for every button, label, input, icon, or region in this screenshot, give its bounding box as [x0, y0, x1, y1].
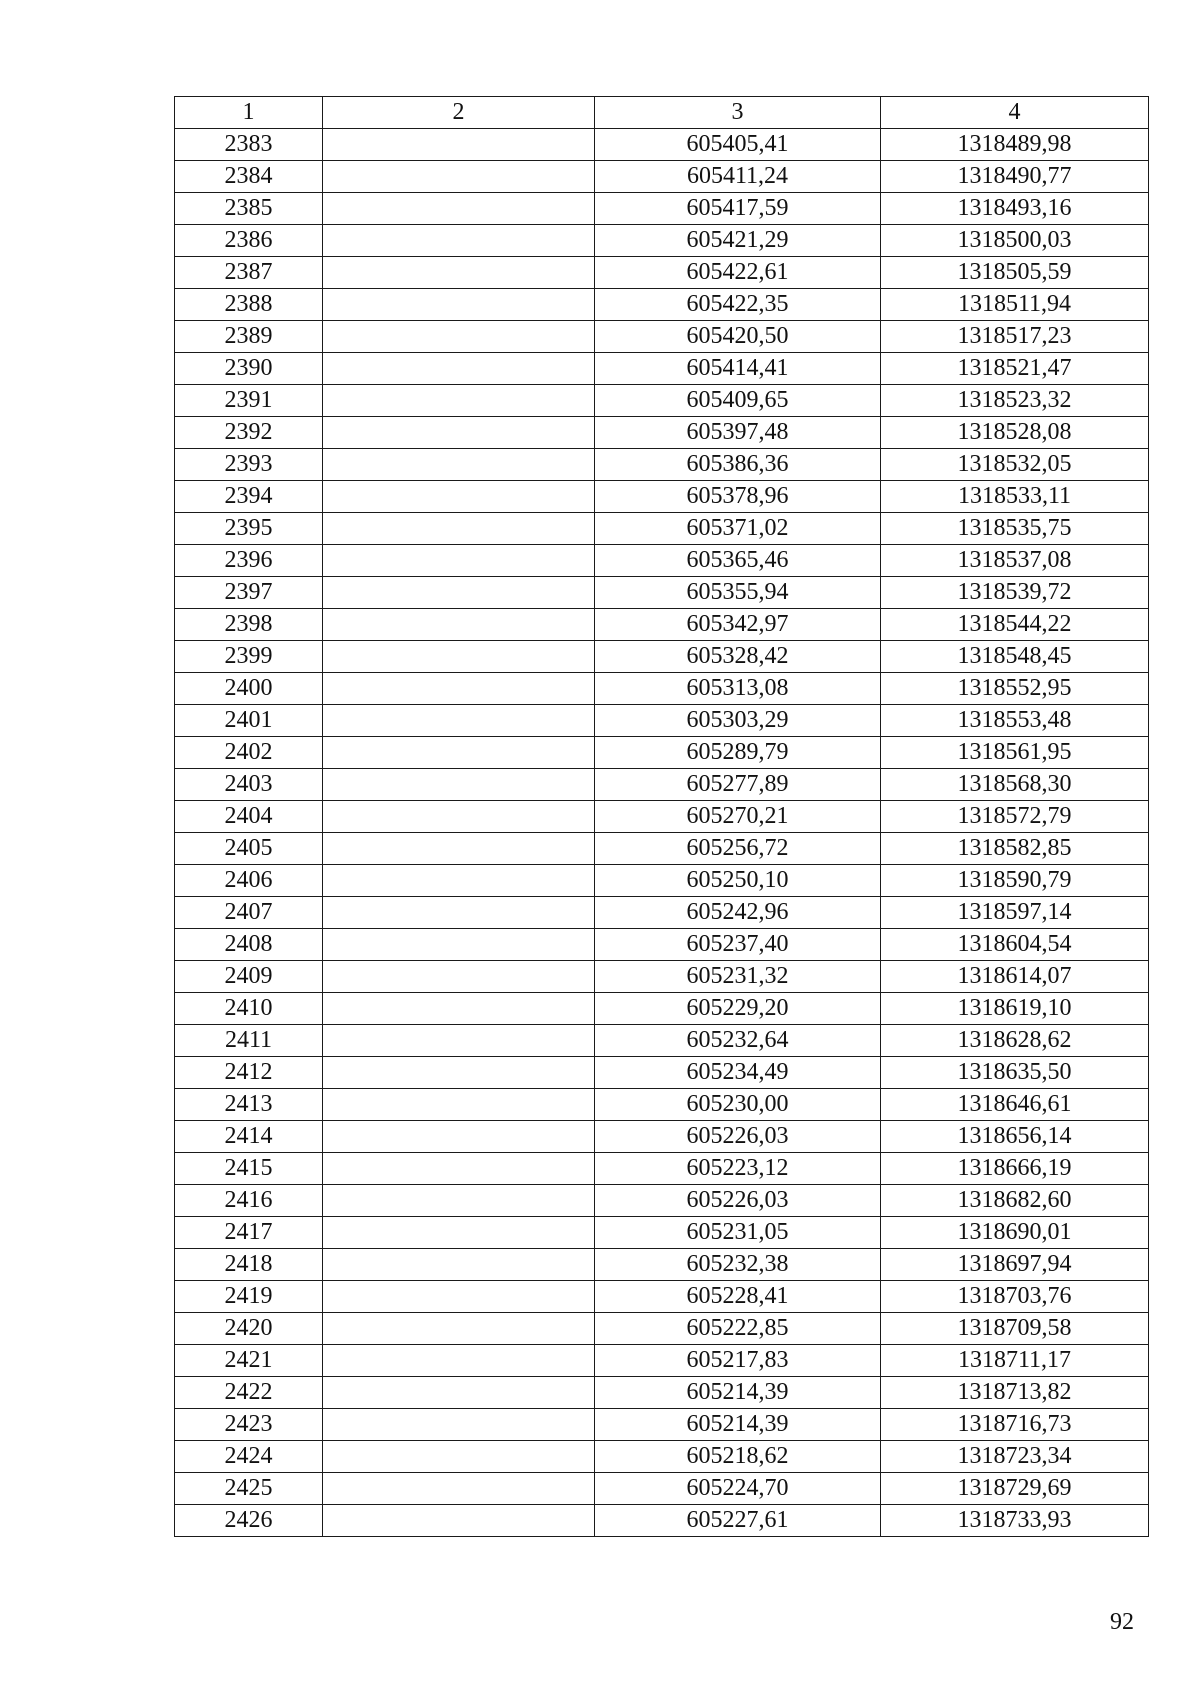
table-row — [175, 1057, 1149, 1089]
table-cell-col2 — [323, 577, 595, 609]
table-cell-col1: 2394 — [175, 481, 323, 513]
table-cell-col1: 2419 — [175, 1281, 323, 1313]
table-row — [175, 417, 1149, 449]
table-cell-col4: 1318733,93 — [881, 1505, 1149, 1537]
page-number: 92 — [1110, 1609, 1134, 1635]
table-cell-col3: 605232,38 — [595, 1249, 881, 1281]
table-cell-col4: 1318713,82 — [881, 1377, 1149, 1409]
table-cell-col3: 605242,96 — [595, 897, 881, 929]
table-cell-col4: 1318548,45 — [881, 641, 1149, 673]
header-row — [175, 97, 1149, 129]
table-cell-col4: 1318703,76 — [881, 1281, 1149, 1313]
table-row — [175, 1185, 1149, 1217]
table-row — [175, 1505, 1149, 1537]
table-cell-col4: 1318635,50 — [881, 1057, 1149, 1089]
table-cell-col3: 605227,61 — [595, 1505, 881, 1537]
table-cell-col4: 1318568,30 — [881, 769, 1149, 801]
table-cell-col1: 2402 — [175, 737, 323, 769]
table-row — [175, 545, 1149, 577]
table-cell-col2 — [323, 289, 595, 321]
table-cell-col3: 605355,94 — [595, 577, 881, 609]
table-row — [175, 1345, 1149, 1377]
table-cell-col4: 1318716,73 — [881, 1409, 1149, 1441]
table-cell-col4: 1318711,17 — [881, 1345, 1149, 1377]
table-cell-col2 — [323, 1185, 595, 1217]
table-cell-col1: 2396 — [175, 545, 323, 577]
table-cell-col2 — [323, 865, 595, 897]
coordinates-table — [174, 96, 1149, 1537]
table-cell-col3: 605289,79 — [595, 737, 881, 769]
table-cell-col2 — [323, 1121, 595, 1153]
table-row — [175, 737, 1149, 769]
table-cell-col4: 1318544,22 — [881, 609, 1149, 641]
table-cell-col2 — [323, 1281, 595, 1313]
table-cell-col4: 1318505,59 — [881, 257, 1149, 289]
table-cell-col3: 605405,41 — [595, 129, 881, 161]
table-cell-col3: 605218,62 — [595, 1441, 881, 1473]
table-cell-col4: 1318537,08 — [881, 545, 1149, 577]
table-cell-col1: 2392 — [175, 417, 323, 449]
table-cell-col2 — [323, 737, 595, 769]
table-cell-col2 — [323, 1409, 595, 1441]
table-row — [175, 321, 1149, 353]
table-cell-col3: 605397,48 — [595, 417, 881, 449]
table-cell-col1: 2407 — [175, 897, 323, 929]
table-cell-col3: 605342,97 — [595, 609, 881, 641]
table-cell-col3: 605313,08 — [595, 673, 881, 705]
table-cell-col1: 2426 — [175, 1505, 323, 1537]
table-cell-col4: 1318614,07 — [881, 961, 1149, 993]
table-cell-col1: 2416 — [175, 1185, 323, 1217]
table-body — [175, 129, 1149, 1537]
table-row — [175, 353, 1149, 385]
table-cell-col3: 605226,03 — [595, 1185, 881, 1217]
table-cell-col3: 605411,24 — [595, 161, 881, 193]
table-cell-col3: 605303,29 — [595, 705, 881, 737]
table-cell-col3: 605371,02 — [595, 513, 881, 545]
table-cell-col2 — [323, 129, 595, 161]
table-cell-col1: 2420 — [175, 1313, 323, 1345]
table-row — [175, 1153, 1149, 1185]
header-cell-1: 1 — [175, 97, 323, 129]
table-row — [175, 225, 1149, 257]
table-cell-col3: 605222,85 — [595, 1313, 881, 1345]
table-cell-col2 — [323, 769, 595, 801]
table-cell-col4: 1318533,11 — [881, 481, 1149, 513]
table-cell-col4: 1318690,01 — [881, 1217, 1149, 1249]
table-cell-col2 — [323, 833, 595, 865]
table-cell-col2 — [323, 1473, 595, 1505]
header-cell-4: 4 — [881, 97, 1149, 129]
table-cell-col2 — [323, 1441, 595, 1473]
table-cell-col1: 2425 — [175, 1473, 323, 1505]
table-cell-col3: 605229,20 — [595, 993, 881, 1025]
table-cell-col2 — [323, 1377, 595, 1409]
table-cell-col2 — [323, 1025, 595, 1057]
table-cell-col1: 2404 — [175, 801, 323, 833]
table-cell-col4: 1318646,61 — [881, 1089, 1149, 1121]
table-cell-col2 — [323, 257, 595, 289]
table-cell-col4: 1318572,79 — [881, 801, 1149, 833]
table-cell-col4: 1318490,77 — [881, 161, 1149, 193]
table-row — [175, 609, 1149, 641]
table-row — [175, 1313, 1149, 1345]
table-cell-col1: 2390 — [175, 353, 323, 385]
table-cell-col4: 1318489,98 — [881, 129, 1149, 161]
table-cell-col2 — [323, 161, 595, 193]
table-cell-col3: 605224,70 — [595, 1473, 881, 1505]
table-cell-col2 — [323, 417, 595, 449]
table-cell-col4: 1318628,62 — [881, 1025, 1149, 1057]
table-cell-col3: 605231,05 — [595, 1217, 881, 1249]
table-row — [175, 577, 1149, 609]
table-cell-col2 — [323, 1505, 595, 1537]
table-cell-col2 — [323, 993, 595, 1025]
table-cell-col3: 605409,65 — [595, 385, 881, 417]
table-cell-col4: 1318511,94 — [881, 289, 1149, 321]
table-cell-col2 — [323, 1313, 595, 1345]
table-cell-col3: 605270,21 — [595, 801, 881, 833]
table-cell-col3: 605365,46 — [595, 545, 881, 577]
table-cell-col4: 1318666,19 — [881, 1153, 1149, 1185]
table-cell-col1: 2423 — [175, 1409, 323, 1441]
table-cell-col3: 605214,39 — [595, 1377, 881, 1409]
table-cell-col4: 1318697,94 — [881, 1249, 1149, 1281]
table-cell-col4: 1318523,32 — [881, 385, 1149, 417]
table-cell-col2 — [323, 353, 595, 385]
table-cell-col1: 2393 — [175, 449, 323, 481]
table-cell-col2 — [323, 609, 595, 641]
header-cell-3: 3 — [595, 97, 881, 129]
table-cell-col3: 605414,41 — [595, 353, 881, 385]
table-cell-col2 — [323, 705, 595, 737]
table-row — [175, 769, 1149, 801]
table-cell-col1: 2409 — [175, 961, 323, 993]
table-cell-col4: 1318709,58 — [881, 1313, 1149, 1345]
table-cell-col2 — [323, 801, 595, 833]
table-cell-col1: 2424 — [175, 1441, 323, 1473]
table-cell-col1: 2418 — [175, 1249, 323, 1281]
table-cell-col4: 1318682,60 — [881, 1185, 1149, 1217]
table-cell-col3: 605328,42 — [595, 641, 881, 673]
table-row — [175, 641, 1149, 673]
table-cell-col1: 2386 — [175, 225, 323, 257]
table-cell-col2 — [323, 1345, 595, 1377]
table-row — [175, 385, 1149, 417]
table-row — [175, 193, 1149, 225]
table-row — [175, 513, 1149, 545]
table-header — [175, 97, 1149, 129]
table-cell-col4: 1318552,95 — [881, 673, 1149, 705]
table-cell-col2 — [323, 673, 595, 705]
table-cell-col3: 605237,40 — [595, 929, 881, 961]
table-cell-col1: 2410 — [175, 993, 323, 1025]
table-row — [175, 1281, 1149, 1313]
table-cell-col4: 1318493,16 — [881, 193, 1149, 225]
table-cell-col2 — [323, 545, 595, 577]
table-cell-col1: 2406 — [175, 865, 323, 897]
table-cell-col4: 1318656,14 — [881, 1121, 1149, 1153]
table-cell-col4: 1318521,47 — [881, 353, 1149, 385]
table-cell-col1: 2388 — [175, 289, 323, 321]
table-row — [175, 449, 1149, 481]
table-row — [175, 833, 1149, 865]
table-row — [175, 161, 1149, 193]
table-cell-col2 — [323, 321, 595, 353]
table-cell-col1: 2414 — [175, 1121, 323, 1153]
table-cell-col1: 2415 — [175, 1153, 323, 1185]
table-cell-col4: 1318590,79 — [881, 865, 1149, 897]
table-cell-col2 — [323, 481, 595, 513]
table-row — [175, 1025, 1149, 1057]
table-cell-col2 — [323, 1057, 595, 1089]
table-cell-col4: 1318500,03 — [881, 225, 1149, 257]
table-cell-col1: 2413 — [175, 1089, 323, 1121]
table-cell-col2 — [323, 225, 595, 257]
table-cell-col2 — [323, 641, 595, 673]
table-cell-col1: 2411 — [175, 1025, 323, 1057]
table-row — [175, 481, 1149, 513]
table-cell-col2 — [323, 1089, 595, 1121]
table-cell-col2 — [323, 513, 595, 545]
table-cell-col4: 1318582,85 — [881, 833, 1149, 865]
table-cell-col2 — [323, 193, 595, 225]
table-row — [175, 993, 1149, 1025]
table-cell-col3: 605223,12 — [595, 1153, 881, 1185]
table-row — [175, 1409, 1149, 1441]
table-cell-col3: 605378,96 — [595, 481, 881, 513]
table-cell-col3: 605421,29 — [595, 225, 881, 257]
table-cell-col4: 1318597,14 — [881, 897, 1149, 929]
table-row — [175, 129, 1149, 161]
table-cell-col3: 605228,41 — [595, 1281, 881, 1313]
table-cell-col1: 2395 — [175, 513, 323, 545]
table-cell-col2 — [323, 449, 595, 481]
table-cell-col4: 1318553,48 — [881, 705, 1149, 737]
table-cell-col2 — [323, 929, 595, 961]
table-cell-col1: 2401 — [175, 705, 323, 737]
table-row — [175, 1377, 1149, 1409]
table-cell-col1: 2408 — [175, 929, 323, 961]
table-cell-col4: 1318528,08 — [881, 417, 1149, 449]
table-cell-col4: 1318729,69 — [881, 1473, 1149, 1505]
table-cell-col3: 605217,83 — [595, 1345, 881, 1377]
table-cell-col4: 1318619,10 — [881, 993, 1149, 1025]
table-row — [175, 1121, 1149, 1153]
table-cell-col1: 2421 — [175, 1345, 323, 1377]
table-cell-col1: 2385 — [175, 193, 323, 225]
table-cell-col1: 2412 — [175, 1057, 323, 1089]
table-cell-col1: 2391 — [175, 385, 323, 417]
table-cell-col1: 2403 — [175, 769, 323, 801]
table-cell-col1: 2405 — [175, 833, 323, 865]
table-cell-col1: 2397 — [175, 577, 323, 609]
table-cell-col3: 605422,61 — [595, 257, 881, 289]
table-row — [175, 1441, 1149, 1473]
table-cell-col3: 605256,72 — [595, 833, 881, 865]
table-row — [175, 865, 1149, 897]
table-cell-col3: 605420,50 — [595, 321, 881, 353]
table-row — [175, 1473, 1149, 1505]
table-row — [175, 257, 1149, 289]
table-cell-col1: 2389 — [175, 321, 323, 353]
table-row — [175, 289, 1149, 321]
table-row — [175, 1249, 1149, 1281]
table-cell-col3: 605232,64 — [595, 1025, 881, 1057]
table-cell-col4: 1318532,05 — [881, 449, 1149, 481]
table-cell-col1: 2384 — [175, 161, 323, 193]
table-cell-col3: 605386,36 — [595, 449, 881, 481]
table-cell-col1: 2422 — [175, 1377, 323, 1409]
table-cell-col2 — [323, 385, 595, 417]
table-cell-col3: 605214,39 — [595, 1409, 881, 1441]
table-cell-col2 — [323, 961, 595, 993]
table-row — [175, 673, 1149, 705]
table-cell-col3: 605230,00 — [595, 1089, 881, 1121]
table-cell-col2 — [323, 1249, 595, 1281]
table-cell-col1: 2399 — [175, 641, 323, 673]
table-cell-col3: 605234,49 — [595, 1057, 881, 1089]
table-cell-col2 — [323, 897, 595, 929]
table-cell-col1: 2387 — [175, 257, 323, 289]
table-cell-col3: 605417,59 — [595, 193, 881, 225]
table-row — [175, 961, 1149, 993]
table-cell-col4: 1318517,23 — [881, 321, 1149, 353]
table-cell-col4: 1318535,75 — [881, 513, 1149, 545]
header-cell-2: 2 — [323, 97, 595, 129]
table-cell-col3: 605231,32 — [595, 961, 881, 993]
table-cell-col3: 605277,89 — [595, 769, 881, 801]
table-row — [175, 1217, 1149, 1249]
table-cell-col3: 605226,03 — [595, 1121, 881, 1153]
table-cell-col4: 1318539,72 — [881, 577, 1149, 609]
table-cell-col2 — [323, 1217, 595, 1249]
table-row — [175, 897, 1149, 929]
table-row — [175, 705, 1149, 737]
table-row — [175, 1089, 1149, 1121]
table-cell-col2 — [323, 1153, 595, 1185]
table-cell-col1: 2383 — [175, 129, 323, 161]
table-cell-col4: 1318604,54 — [881, 929, 1149, 961]
table-cell-col1: 2398 — [175, 609, 323, 641]
table-cell-col3: 605250,10 — [595, 865, 881, 897]
table-row — [175, 801, 1149, 833]
table-cell-col4: 1318723,34 — [881, 1441, 1149, 1473]
table-cell-col3: 605422,35 — [595, 289, 881, 321]
table-cell-col1: 2400 — [175, 673, 323, 705]
table-cell-col1: 2417 — [175, 1217, 323, 1249]
table-row — [175, 929, 1149, 961]
table-cell-col4: 1318561,95 — [881, 737, 1149, 769]
